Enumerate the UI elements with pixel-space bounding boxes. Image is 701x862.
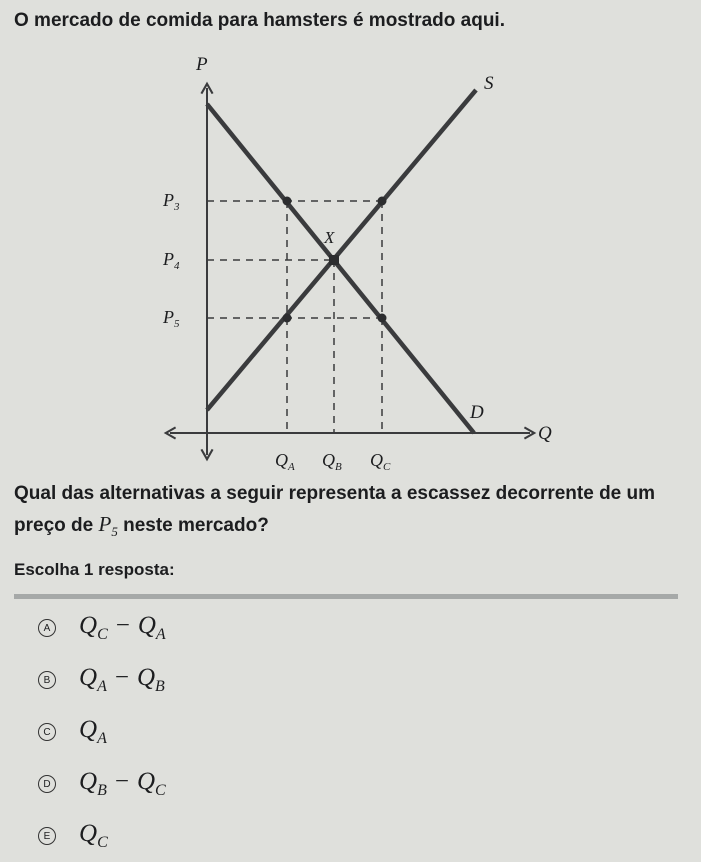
option-a-text: $Q_C - Q_A$ — [79, 612, 166, 643]
supply-p5-point — [283, 314, 292, 323]
radio-button-c[interactable]: C — [38, 723, 56, 741]
price-axis-label: P — [196, 54, 208, 75]
question-text — [14, 478, 694, 547]
option-b[interactable] — [38, 654, 166, 706]
radio-button-a[interactable]: A — [38, 619, 56, 637]
option-d[interactable] — [38, 758, 166, 810]
option-c[interactable] — [38, 706, 166, 758]
answer-options — [38, 602, 166, 862]
demand-curve — [207, 104, 474, 433]
option-b-text: $Q_A - Q_B$ — [79, 664, 165, 695]
radio-button-b[interactable]: B — [38, 671, 56, 689]
qa-label: $Q_A$ — [275, 450, 295, 470]
radio-button-d[interactable]: D — [38, 775, 56, 793]
demand-label: D — [470, 402, 484, 423]
option-c-text: $Q_A$ — [79, 716, 107, 747]
equilibrium-label: X — [324, 228, 335, 247]
instruction-text: Escolha 1 resposta: — [14, 560, 175, 579]
option-d-text: $Q_B - Q_C$ — [79, 768, 166, 799]
question-before: Qual das alternativas a seguir representa a escassez decorrente de um preço de — [14, 483, 656, 536]
question-after: neste mercado? — [117, 515, 269, 536]
option-e[interactable] — [38, 810, 166, 862]
option-e-text: $Q_C$ — [79, 820, 108, 851]
equilibrium-point — [329, 255, 339, 265]
intro-text: O mercado de comida para hamsters é mostrado aqui. — [14, 10, 505, 31]
question-price-var: $P_5$ — [98, 512, 118, 540]
supply-curve — [207, 90, 476, 410]
qc-label: $Q_C$ — [370, 450, 391, 470]
supply-label: S — [484, 73, 494, 94]
option-a[interactable] — [38, 602, 166, 654]
radio-button-e[interactable]: E — [38, 827, 56, 845]
p3-label: $P_3$ — [163, 190, 180, 213]
divider — [14, 594, 678, 599]
p4-label: $P_4$ — [163, 249, 180, 272]
demand-p3-point — [283, 197, 292, 206]
quantity-axis-label: Q — [538, 423, 552, 444]
p5-label: $P_5$ — [163, 307, 180, 330]
demand-p5-point — [378, 314, 387, 323]
supply-p3-point — [378, 197, 387, 206]
qb-label: $Q_B$ — [322, 450, 342, 470]
